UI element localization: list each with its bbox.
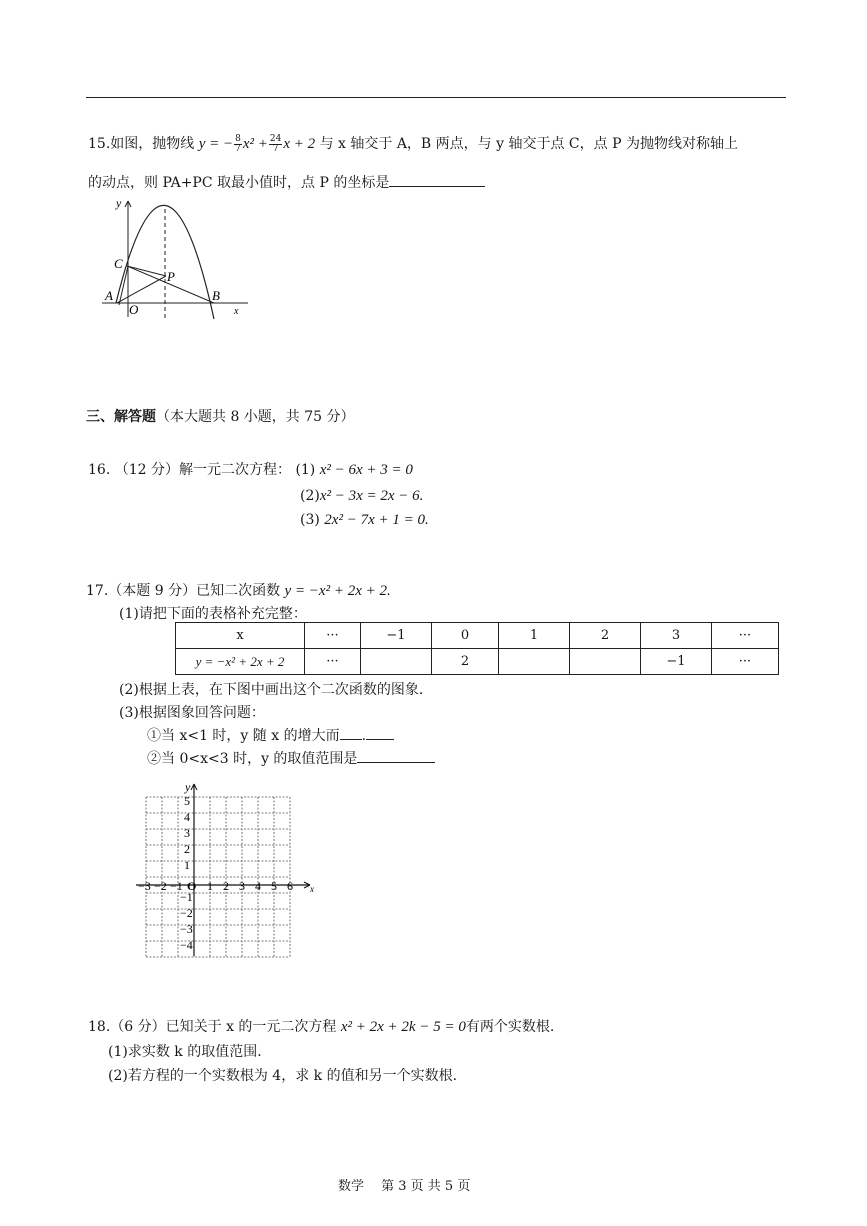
q18-head-tail: 有两个实数根. [465, 1019, 555, 1035]
q15-eq-mid: x² + [242, 136, 268, 152]
q16-p2-eq: x² − 3x = 2x − 6. [319, 488, 424, 504]
q17-sub2: (2)根据上表，在下图中画出这个二次函数的图象. [119, 682, 424, 698]
q17-sub3: (3)根据图象回答问题： [119, 705, 265, 721]
x-tick-label: −1 [170, 879, 183, 893]
x-tick-label: 5 [271, 879, 277, 893]
x-tick-label: 1 [207, 879, 213, 893]
q17-sub3-1-text: ①当 x<1 时，y 随 x 的增大而 [147, 728, 340, 744]
q16-p1-label: (1) [295, 462, 316, 478]
q16-line2 [300, 488, 423, 505]
table-cell-blank[interactable] [361, 649, 432, 675]
q16-p3-label: (3) [300, 512, 320, 528]
q15-text-after: 与 x 轴交于 A，B 两点，与 y 轴交于点 C，点 P 为抛物线对称轴上 [319, 136, 738, 152]
q15-label-y: y [116, 196, 122, 210]
q18-head-eq: x² + 2x + 2k − 5 = 0 [340, 1019, 466, 1035]
q18-head-line [88, 1016, 554, 1036]
q15-label-x: x [234, 306, 239, 317]
y-tick-label: 1 [184, 858, 190, 872]
q15-label-c: C [114, 256, 123, 271]
q17-head-eq: y = −x² + 2x + 2. [284, 583, 391, 599]
q15-frac2 [269, 135, 282, 154]
x-tick-label: −3 [138, 879, 151, 893]
x-tick-label: −2 [154, 879, 167, 893]
grid-y-tick-labels [180, 794, 193, 952]
q15-label-o: O [129, 302, 139, 317]
x-tick-label: 4 [255, 879, 261, 893]
y-tick-label: 3 [184, 826, 190, 840]
y-tick-label: −4 [180, 938, 193, 952]
section3-note: （本大题共 8 小题，共 75 分） [156, 409, 355, 425]
table-cell: ··· [712, 649, 779, 675]
table-cell: −1 [641, 649, 712, 675]
q17-sub3-1 [147, 725, 394, 745]
q17-sub3-2 [147, 748, 435, 768]
q18-sub2: (2)若方程的一个实数根为 4，求 k 的值和另一个实数根. [108, 1068, 458, 1084]
grid-label-o: O [187, 879, 197, 893]
table-row [176, 623, 779, 649]
q18-sub1: (1)求实数 k 的取值范围. [108, 1044, 262, 1060]
q15-parabola-figure [100, 195, 260, 325]
section3-title: 三、解答题 [86, 409, 156, 425]
table-cell: 1 [499, 623, 570, 649]
q15-label-p: P [167, 269, 175, 284]
q17-value-table [175, 622, 779, 675]
header-rule [86, 97, 786, 98]
q16-line1 [88, 459, 413, 479]
table-cell: −1 [361, 623, 432, 649]
table-cell: 3 [641, 623, 712, 649]
grid-label-y: y [185, 780, 191, 794]
q17-sub3-1-blank-b[interactable] [366, 727, 394, 740]
y-tick-label: 2 [184, 842, 190, 856]
q15-prefix: 15.如图，抛物线 [88, 136, 195, 152]
q15-label-b: B [212, 288, 220, 303]
y-tick-label: 5 [184, 794, 190, 808]
q17-sub3-2-blank[interactable] [357, 750, 435, 763]
q16-p1-eq: x² − 6x + 3 = 0 [319, 462, 413, 478]
q15-frac2-num: 24 [269, 133, 282, 144]
table-cell: x [176, 623, 305, 649]
y-tick-label: 4 [184, 810, 190, 824]
y-tick-label: −3 [180, 922, 193, 936]
q15-frac1 [234, 135, 242, 154]
q15-line2-text: 的动点，则 PA+PC 取最小值时，点 P 的坐标是 [88, 175, 390, 191]
q15-eq-end: x + 2 [283, 136, 316, 152]
table-cell: 0 [432, 623, 499, 649]
section3-heading [86, 406, 355, 426]
y-tick-label: −2 [180, 906, 193, 920]
x-tick-label: 3 [239, 879, 245, 893]
q15-frac1-den: 7 [235, 143, 241, 154]
q15-frac1-num: 8 [235, 133, 241, 144]
table-cell-blank[interactable] [570, 649, 641, 675]
q15-label-a: A [105, 288, 113, 303]
q15-frac2-den: 7 [272, 143, 279, 154]
page-footer: 数学 第 3 页 共 5 页 [338, 1179, 471, 1194]
q17-head-line [86, 580, 391, 600]
q16-line3 [300, 512, 429, 529]
x-tick-label: 2 [223, 879, 229, 893]
table-cell-function: y = −x² + 2x + 2 [176, 649, 305, 675]
x-tick-label: 6 [287, 879, 293, 893]
table-cell: ··· [305, 623, 361, 649]
table-cell-blank[interactable] [499, 649, 570, 675]
q15-eq-y: y = − [198, 136, 234, 152]
q15-answer-blank[interactable] [389, 174, 485, 187]
q17-head: 17.（本题 9 分）已知二次函数 [86, 583, 281, 599]
q16-p2-label: (2) [300, 488, 320, 504]
q15-line2 [88, 172, 485, 192]
table-row [176, 649, 779, 675]
grid-lines [146, 797, 290, 957]
q17-sub3-1-blank-a[interactable] [340, 727, 362, 740]
q17-coordinate-grid [130, 780, 330, 960]
q17-sub3-1-tail: . [361, 728, 367, 744]
table-cell: ··· [305, 649, 361, 675]
grid-label-x: x [310, 884, 314, 894]
table-cell: 2 [432, 649, 499, 675]
table-cell: 2 [570, 623, 641, 649]
q18-head: 18.（6 分）已知关于 x 的一元二次方程 [88, 1019, 337, 1035]
q17-sub3-2-text: ②当 0<x<3 时，y 的取值范围是 [147, 751, 358, 767]
q17-sub1: (1)请把下面的表格补充完整： [119, 606, 307, 622]
y-tick-label: −1 [180, 890, 193, 904]
grid-x-tick-labels [138, 879, 293, 893]
table-cell: ··· [712, 623, 779, 649]
q16-p3-eq: 2x² − 7x + 1 = 0. [324, 512, 429, 528]
q15-line1 [88, 133, 738, 154]
q16-head: 16. （12 分）解一元二次方程： [88, 462, 291, 478]
